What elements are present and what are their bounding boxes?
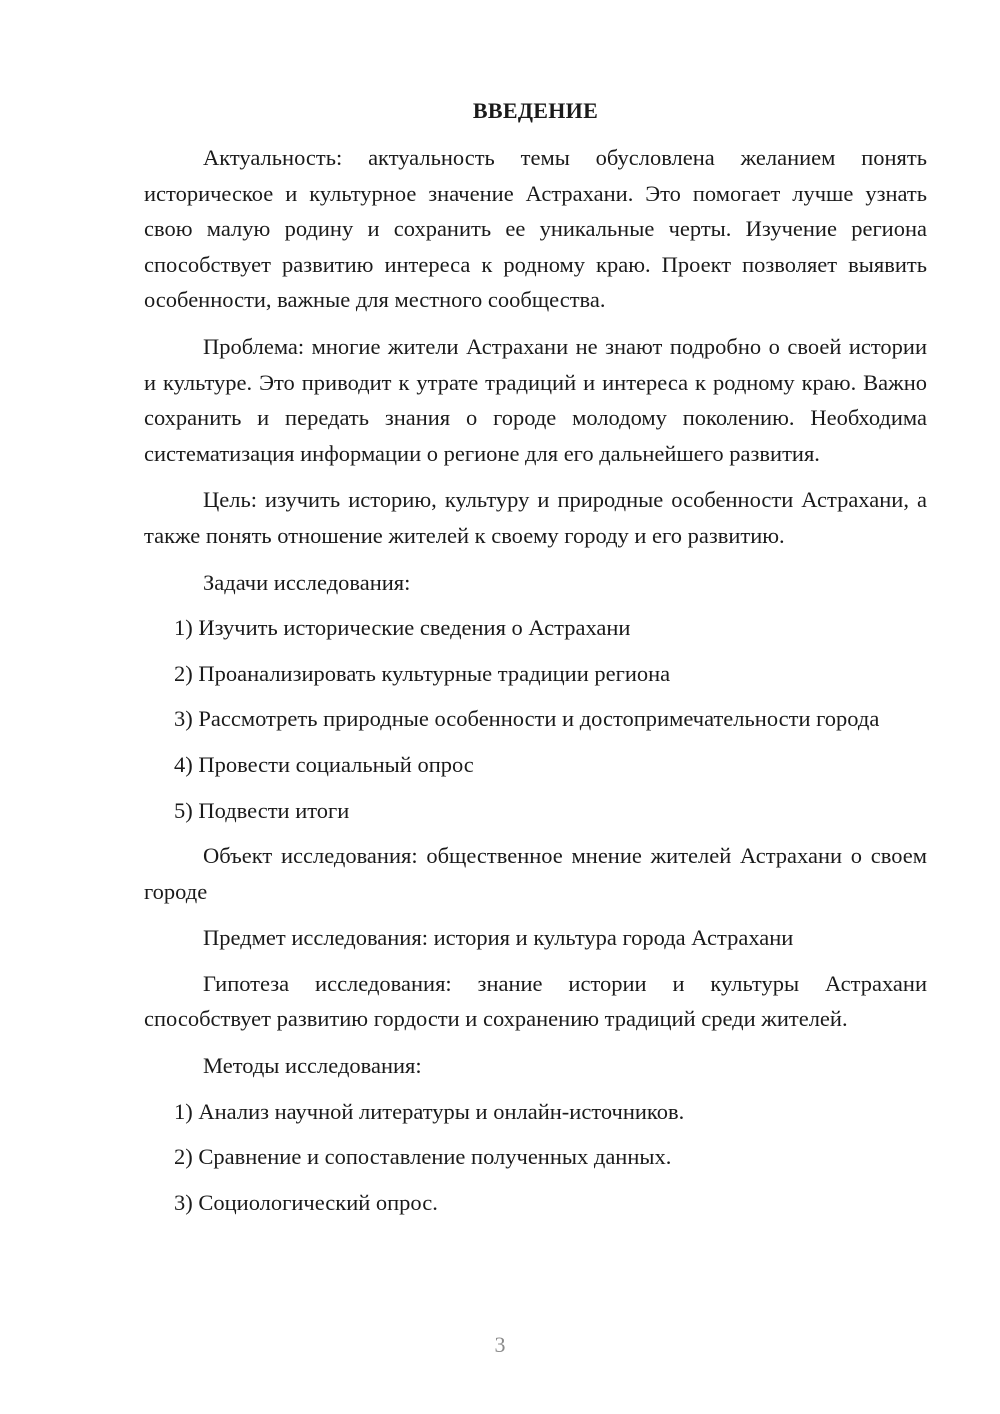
method-item: 2) Сравнение и сопоставление полученных данных. [174, 1144, 672, 1170]
page-title: ВВЕДЕНИЕ [472, 98, 599, 123]
goal-paragraph: Цель: изучить историю, культуру и природные особенности Астрахани, а также понять отношение жителей к своему городу и его развитию. [144, 487, 927, 548]
task-item: 1) Изучить исторические сведения о Астрахани [174, 615, 631, 641]
subject-paragraph: Предмет исследования: история и культура города Астрахани [203, 925, 794, 951]
method-item: 1) Анализ научной литературы и онлайн-источников. [174, 1098, 685, 1124]
method-item: 3) Социологический опрос. [174, 1189, 438, 1215]
hypothesis-paragraph: Гипотеза исследования: знание истории и культуры Астрахани способствует развитию гордости и сохранению традиций среди жителей. [144, 970, 927, 1032]
problem-paragraph: Проблема: многие жители Астрахани не знают подробно о своей истории и культуре. Это приводит к утрате традиций и интереса к родному краю. Важно сохранить и передать знания о городе молодому поколению. Необходима систематизация информации о регионе для его дальнейшего развития. [144, 333, 927, 466]
methods-heading: Методы исследования: [203, 1053, 422, 1079]
task-item: 4) Провести социальный опрос [174, 751, 474, 777]
relevance-paragraph: Актуальность: актуальность темы обусловлена желанием понять историческое и культурное значение Астрахани. Это помогает лучше узнать свою малую родину и сохранить ее уникальные черты. Изучение региона способствует развитию интереса к родному краю. Проект позволяет выявить особенности, важные для местного сообщества. [144, 145, 927, 313]
page-number: 3 [494, 1332, 506, 1357]
object-paragraph: Объект исследования: общественное мнение жителей Астрахани о своем городе [144, 843, 927, 904]
task-item: 2) Проанализировать культурные традиции региона [174, 660, 671, 686]
tasks-heading: Задачи исследования: [203, 569, 411, 595]
task-item: 5) Подвести итоги [174, 797, 350, 823]
page-content [144, 96, 927, 1230]
task-item: 3) Рассмотреть природные особенности и достопримечательности города [174, 706, 880, 732]
